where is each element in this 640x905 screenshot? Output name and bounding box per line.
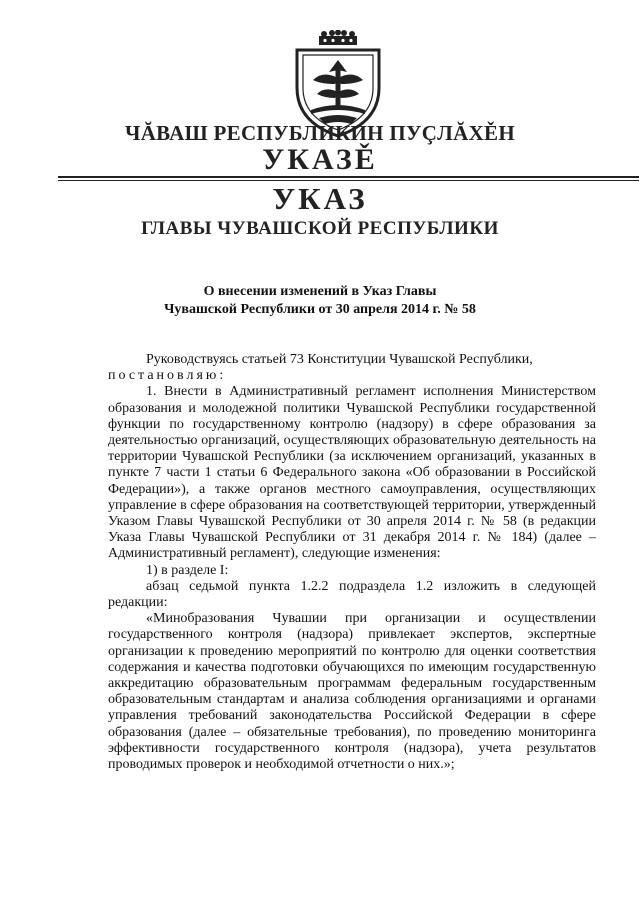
body-paragraph-preamble: Руководствуясь статьей 73 Конституции Чувашской Республики, xyxy=(146,352,533,367)
body-paragraph-subitem-1: 1) в разделе I: xyxy=(146,562,229,578)
decree-body xyxy=(108,352,596,773)
body-paragraph-resolve: постановляю: xyxy=(108,368,227,384)
chuvash-header-line: ЧĂВАШ РЕСПУБЛИКИН ПУÇЛĂХĚН xyxy=(124,121,515,145)
body-paragraph-quote: «Минобразования Чувашии при организации и осуществлении государственного контроля (надзора) привлекает экспертов, экспертные организации к проведению мероприятий по контролю для оценки соответствия содержания и качества подготовки обучающихся по имеющим государственную аккредитацию образовательным программам федеральным государственным образовательным стандартам и анализа соблюдения организациями и органами управления требований законодательства Российской Федерации в сфере образования (далее – обязательные требования), по проведению мониторинга эффективности государственного контроля (надзора), учета результатов проводимых проверок и необходимой отчетности о них.»; xyxy=(108,611,596,773)
russian-header-line: ГЛАВЫ ЧУВАШСКОЙ РЕСПУБЛИКИ xyxy=(141,218,499,239)
decree-subject xyxy=(0,283,640,319)
subject-line-2: Чувашской Республики от 30 апреля 2014 г. № 58 xyxy=(164,302,476,317)
russian-decree-title: УКАЗ xyxy=(272,181,368,216)
header-divider-thick xyxy=(58,176,639,178)
body-paragraph-amendment: абзац седьмой пункта 1.2.2 подраздела 1.2 изложить в следующей редакции: xyxy=(108,578,596,611)
body-paragraph-item-1: 1. Внести в Административный регламент исполнения Министерством образования и молодежной политики Чувашской Республики государственной функции по государственному контролю (надзору) в сфере образования за деятельностью организаций, осуществляющих образовательную деятельность на территории Чувашской Республики (за исключением организаций, указанных в пункте 7 части 1 статьи 6 Федерального закона «Об образовании в Российской Федерации»), а также органов местного самоуправления, осуществляющих управление в сфере образования на соответствующей территории, утвержденный Указом Главы Чувашской Республики от 30 апреля 2014 г. № 58 (в редакции Указа Главы Чувашской Республики от 31 декабря 2014 г. № 184) (далее – Административный регламент), следующие изменения: xyxy=(108,384,596,562)
chuvash-decree-title: УКАЗĚ xyxy=(262,143,378,176)
subject-line-1: О внесении изменений в Указ Главы xyxy=(203,284,437,299)
